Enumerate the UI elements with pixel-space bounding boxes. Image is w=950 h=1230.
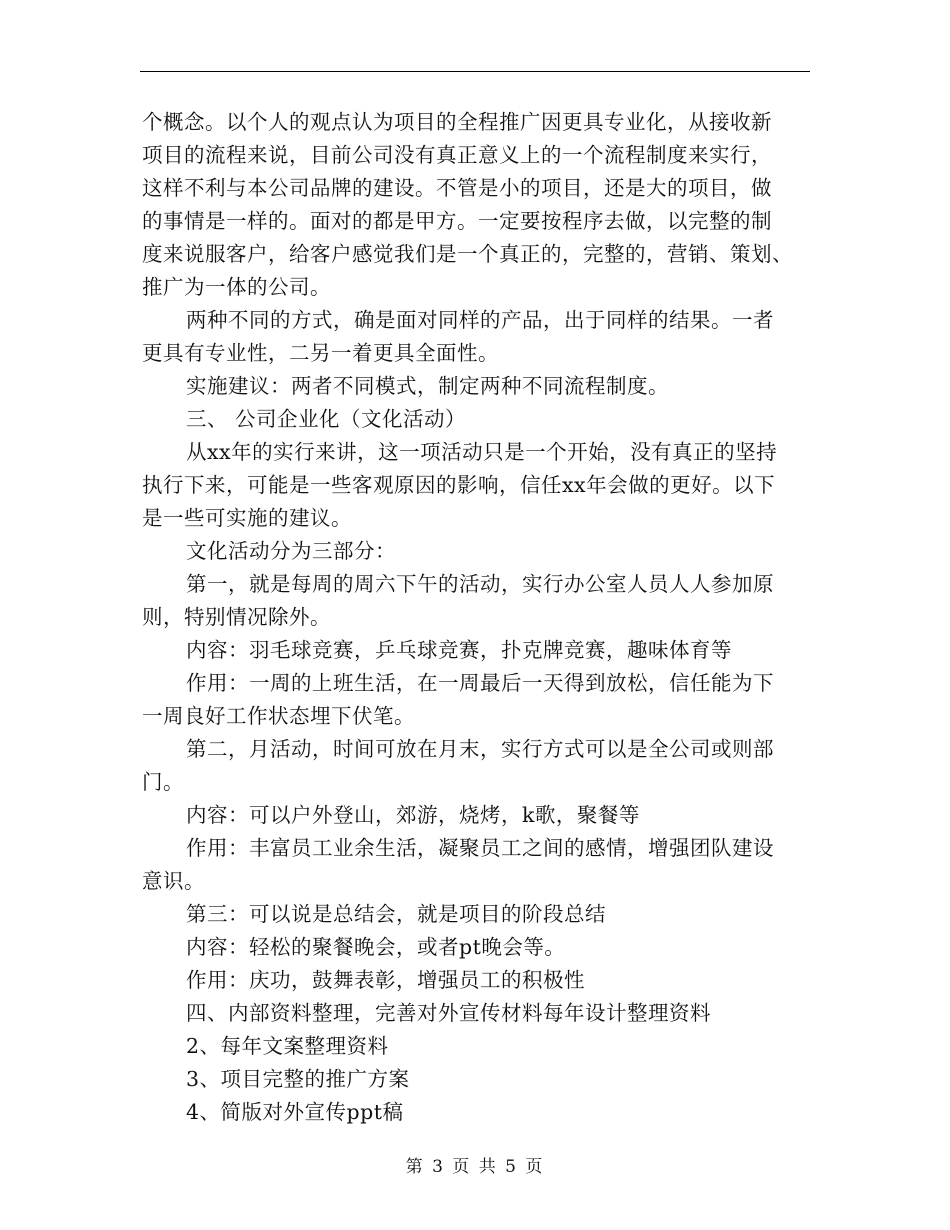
list-item: 4、简版对外宣传ppt稿 (186, 1100, 404, 1124)
text-line: 则，特别情况除外。 (142, 605, 331, 629)
text-line: 这样不利与本公司品牌的建设。不管是小的项目，还是大的项目，做 (142, 176, 772, 200)
text-line: 执行下来，可能是一些客观原因的影响，信任xx年会做的更好。以下 (142, 473, 776, 497)
text-line: 作用：丰富员工业余生活，凝聚员工之间的感情，增强团队建设 (186, 836, 774, 860)
text-line: 推广为一体的公司。 (142, 275, 331, 299)
list-item: 3、项目完整的推广方案 (186, 1067, 410, 1091)
text-line: 内容：可以户外登山，郊游，烧烤，k歌，聚餐等 (186, 803, 640, 827)
text-line: 更具有专业性，二另一着更具全面性。 (142, 341, 499, 365)
text-line: 从xx年的实行来讲，这一项活动只是一个开始，没有真正的坚持 (186, 440, 778, 464)
section-heading: 四、内部资料整理，完善对外宣传材料每年设计整理资料 (186, 1001, 711, 1025)
text-line: 意识。 (142, 869, 205, 893)
text-line: 个概念。以个人的观点认为项目的全程推广因更具专业化，从接收新 (142, 110, 772, 134)
text-line: 内容：轻松的聚餐晚会，或者pt晚会等。 (186, 935, 566, 959)
text-line: 第一，就是每周的周六下午的活动，实行办公室人员人人参加原 (186, 572, 774, 596)
text-line: 两种不同的方式，确是面对同样的产品，出于同样的结果。一者 (186, 308, 774, 332)
page-footer: 第 3 页 共 5 页 (405, 1157, 545, 1177)
document-body (142, 106, 812, 1129)
text-line: 项目的流程来说，目前公司没有真正意义上的一个流程制度来实行， (142, 143, 772, 167)
text-line: 实施建议：两者不同模式，制定两种不同流程制度。 (186, 374, 669, 398)
text-line: 一周良好工作状态埋下伏笔。 (142, 704, 415, 728)
text-line: 内容：羽毛球竞赛，乒乓球竞赛，扑克牌竞赛，趣味体育等 (186, 638, 732, 662)
text-line: 度来说服客户，给客户感觉我们是一个真正的，完整的，营销、策划、 (142, 242, 793, 266)
text-line: 文化活动分为三部分： (186, 539, 396, 563)
header-rule (140, 71, 810, 72)
text-line: 是一些可实施的建议。 (142, 506, 352, 530)
section-heading: 三、 公司企业化（文化活动） (186, 407, 467, 431)
list-item: 2、每年文案整理资料 (186, 1034, 389, 1058)
text-line: 作用：庆功，鼓舞表彰，增强员工的积极性 (186, 968, 585, 992)
text-line: 作用：一周的上班生活，在一周最后一天得到放松，信任能为下 (186, 671, 774, 695)
text-line: 第二，月活动，时间可放在月末，实行方式可以是全公司或则部 (186, 737, 774, 761)
text-line: 的事情是一样的。面对的都是甲方。一定要按程序去做，以完整的制 (142, 209, 772, 233)
text-line: 第三：可以说是总结会，就是项目的阶段总结 (186, 902, 606, 926)
text-line: 门。 (142, 770, 184, 794)
